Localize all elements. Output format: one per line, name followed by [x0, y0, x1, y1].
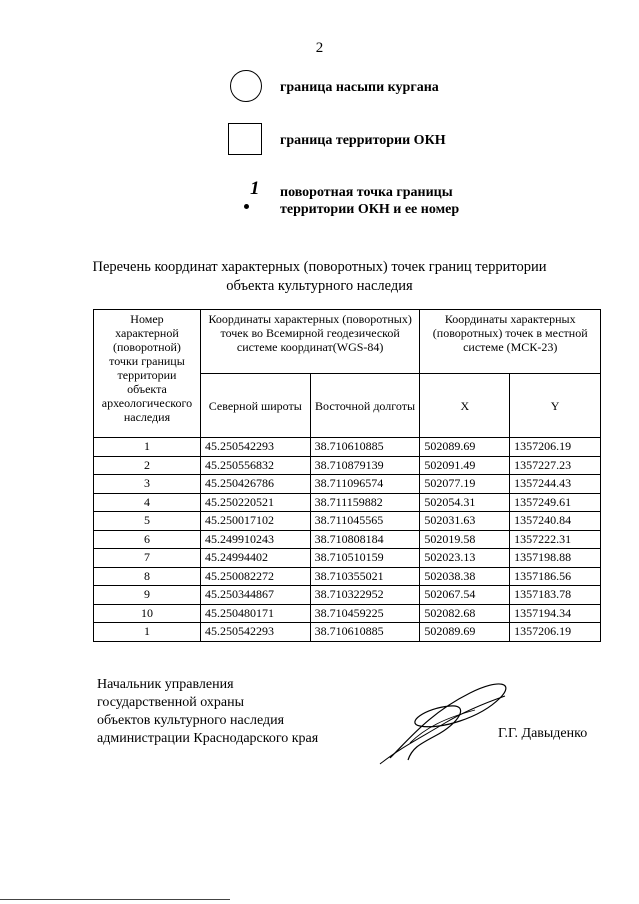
cell-point: 5 [94, 512, 201, 531]
table-row [94, 456, 601, 475]
cell-point: 8 [94, 567, 201, 586]
cell-east: 38.711096574 [310, 475, 420, 494]
table-row [94, 623, 601, 642]
cell-east: 38.710610885 [310, 623, 420, 642]
cell-x: 502038.38 [420, 567, 510, 586]
table-row [94, 475, 601, 494]
cell-x: 502019.58 [420, 530, 510, 549]
cell-point: 3 [94, 475, 201, 494]
header-msk23: Координаты характерных (поворотных) точек в местной системе (МСК-23) [420, 310, 601, 374]
legend-label-point-2: территории ОКН и ее номер [280, 202, 460, 217]
cell-point: 6 [94, 530, 201, 549]
table-row [94, 438, 601, 457]
cell-y: 1357183.78 [510, 586, 601, 605]
signatory-title-line-3: объектов культурного наследия [97, 713, 285, 728]
signatory-name: Г.Г. Давыденко [498, 726, 588, 741]
handwritten-signature [350, 668, 520, 768]
header-wgs84: Координаты характерных (поворотных) точек во Всемирной геодезической системе координат(WGS-84) [200, 310, 419, 374]
cell-east: 38.711045565 [310, 512, 420, 531]
cell-point: 7 [94, 549, 201, 568]
point-number-icon: 1 [250, 178, 260, 199]
cell-y: 1357194.34 [510, 604, 601, 623]
cell-point: 10 [94, 604, 201, 623]
table-row [94, 549, 601, 568]
cell-east: 38.710322952 [310, 586, 420, 605]
cell-y: 1357198.88 [510, 549, 601, 568]
cell-east: 38.711159882 [310, 493, 420, 512]
signatory-title-line-1: Начальник управления [97, 677, 234, 692]
cell-east: 38.710610885 [310, 438, 420, 457]
cell-point: 1 [94, 623, 201, 642]
table-row [94, 567, 601, 586]
cell-north: 45.249910243 [200, 530, 310, 549]
square-legend-icon [228, 123, 262, 155]
signatory-title [97, 676, 318, 748]
cell-y: 1357227.23 [510, 456, 601, 475]
cell-east: 38.710510159 [310, 549, 420, 568]
cell-y: 1357222.31 [510, 530, 601, 549]
signatory-title-line-2: государственной охраны [97, 695, 245, 710]
cell-north: 45.250220521 [200, 493, 310, 512]
legend-label-mound: граница насыпи кургана [280, 80, 439, 95]
table-row [94, 604, 601, 623]
point-dot-icon [244, 204, 249, 209]
cell-x: 502077.19 [420, 475, 510, 494]
cell-north: 45.250542293 [200, 438, 310, 457]
coordinates-table [93, 309, 601, 642]
table-row [94, 586, 601, 605]
caption-line-2: объекта культурного наследия [226, 278, 413, 294]
cell-y: 1357206.19 [510, 623, 601, 642]
cell-point: 9 [94, 586, 201, 605]
cell-x: 502031.63 [420, 512, 510, 531]
cell-x: 502082.68 [420, 604, 510, 623]
cell-east: 38.710808184 [310, 530, 420, 549]
cell-y: 1357249.61 [510, 493, 601, 512]
cell-y: 1357186.56 [510, 567, 601, 586]
cell-y: 1357244.43 [510, 475, 601, 494]
scan-edge-divider [0, 899, 230, 900]
cell-x: 502067.54 [420, 586, 510, 605]
header-east-longitude: Восточной долготы [310, 374, 420, 438]
table-row [94, 530, 601, 549]
cell-north: 45.250556832 [200, 456, 310, 475]
cell-north: 45.250082272 [200, 567, 310, 586]
signatory-title-line-4: администрации Краснодарского края [97, 731, 319, 746]
cell-point: 4 [94, 493, 201, 512]
cell-x: 502054.31 [420, 493, 510, 512]
cell-y: 1357206.19 [510, 438, 601, 457]
cell-x: 502089.69 [420, 438, 510, 457]
cell-north: 45.250017102 [200, 512, 310, 531]
header-x: X [420, 374, 510, 438]
cell-north: 45.250480171 [200, 604, 310, 623]
caption-line-1: Перечень координат характерных (поворотных) точек границ территории [92, 259, 547, 275]
circle-legend-icon [230, 70, 262, 102]
cell-point: 2 [94, 456, 201, 475]
legend-label-territory: граница территории ОКН [280, 133, 446, 148]
table-row [94, 512, 601, 531]
cell-north: 45.250542293 [200, 623, 310, 642]
cell-north: 45.250344867 [200, 586, 310, 605]
header-y: Y [510, 374, 601, 438]
page-number: 2 [315, 40, 324, 56]
cell-east: 38.710459225 [310, 604, 420, 623]
cell-x: 502089.69 [420, 623, 510, 642]
cell-x: 502023.13 [420, 549, 510, 568]
legend-label-point-1: поворотная точка границы [280, 185, 453, 200]
cell-east: 38.710879139 [310, 456, 420, 475]
cell-x: 502091.49 [420, 456, 510, 475]
cell-east: 38.710355021 [310, 567, 420, 586]
cell-y: 1357240.84 [510, 512, 601, 531]
table-row [94, 493, 601, 512]
cell-point: 1 [94, 438, 201, 457]
cell-north: 45.24994402 [200, 549, 310, 568]
header-north-latitude: Северной широты [200, 374, 310, 438]
header-point-number: Номер характерной (поворотной) точки границы территории объекта археологического наследия [94, 310, 201, 438]
cell-north: 45.250426786 [200, 475, 310, 494]
